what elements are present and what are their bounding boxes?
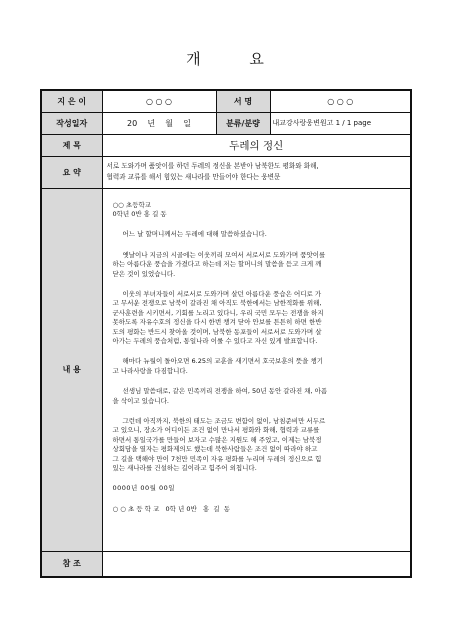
content-label: 내 용	[41, 188, 102, 551]
subject-label: 제 목	[41, 134, 102, 156]
subject-value: 두레의 정신	[102, 134, 411, 156]
date-label: 작성일자	[41, 112, 102, 134]
paragraph-line: 옛날이나 지금의 시골에는 이웃끼리 모여서 서로서로 도와가며 품앗이를	[122, 250, 326, 259]
header-row-2	[41, 112, 411, 134]
author-label: 지 은 이	[41, 90, 102, 112]
student-line: 0학년 0반 홍 길 동	[112, 209, 167, 218]
header-row-1	[41, 90, 411, 112]
summary-form-table	[40, 89, 412, 578]
category-label: 분류/분량	[216, 112, 270, 134]
reference-row	[41, 551, 411, 577]
summary-row	[41, 156, 411, 188]
subject-row	[41, 134, 411, 156]
paragraph-line: 도의 평화는 반드시 찾아올 것이며, 남북한 동포들이 서로서로 도와가며 살	[112, 327, 322, 336]
paragraph-line: 이웃의 부녀자들이 서로서로 도와가며 살던 아름다운 풍습은 어디로 가	[122, 289, 322, 298]
writer-label: 서 명	[216, 90, 270, 112]
paragraph-line: 군사훈련을 시키면서, 기회를 노리고 있다니, 우리 국민 모두는 전쟁을 하지	[112, 308, 324, 317]
date-value: 20 년 월 일	[102, 112, 216, 134]
summary-text	[102, 156, 411, 188]
paragraph-line: 그런데 아직까지, 북한의 태도는 조금도 변함이 없이, 남침준비만 서두르	[122, 417, 326, 425]
page-title: 개 요	[186, 50, 286, 68]
category-value: 내교강사랑웅변원고 1 / 1 page	[270, 112, 411, 134]
paragraph-line: 그 길을 택해야 만이 7천만 민족이 자유 평화를 누리며 두레의 정신으로 힘	[112, 454, 322, 463]
paragraph-line: 상회담을 열자는 평화제의도 했는데 북한사람들은 조건 없이 따라야 하고	[112, 445, 318, 454]
signature-line: ○ ○ 초 등 학 교 0학 년 0반 홍 길 동	[112, 504, 231, 513]
paragraph-line: 못하도록 자유수호의 정신을 다시 한번 챙겨 닫아 안보를 튼튼히 하면 한반	[112, 318, 322, 327]
content-body	[102, 188, 411, 551]
paragraph-line: 해마다 뉴월이 돌아오면 6.25의 교훈을 새기면서 호국보훈의 뜻을 챙기	[122, 357, 324, 366]
paragraph-line: 고 무서운 전쟁으로 남북이 갈라진 채 아직도 북한에서는 남한적화를 위해,	[112, 299, 322, 308]
paragraph-line: 고 나라사랑을 다짐합니다.	[112, 366, 188, 375]
document-date: 0000년 00월 00일	[112, 484, 176, 493]
summary-line: 서로 도와가며 품앗이를 하던 두레의 정신을 본받아 남북한도 평화와 화해,	[106, 162, 319, 170]
summary-line: 협력과 교류를 해서 힘있는 새나라를 만들어야 한다는 웅변문	[106, 173, 281, 181]
paragraph-line: 어느 날 할머니께서는 두레에 대해 말씀하셨습니다.	[122, 230, 267, 239]
school-line: ○○ 초등학교	[112, 200, 152, 209]
paragraph-line: 있는 새나라를 건설하는 길이라고 힘주어 외칩니다.	[112, 464, 257, 473]
author-value: ○ ○ ○	[102, 90, 216, 112]
content-row	[41, 188, 411, 551]
paragraph-line: 닫은 것이 있었습니다.	[112, 269, 176, 278]
paragraph-line: 아가는 두레의 풍습처럼, 통일나라 이룰 수 있다고 자신 있게 발표합니다.	[112, 336, 318, 345]
paragraph-line: 선생님 말씀대로, 같은 민족끼리 전쟁을 하여, 50년 동안 갈라진 채, 아픔	[122, 387, 328, 396]
paragraph-line: 하면서 통일국가를 만들어 보자고 수많은 지원도 해 주었고, 이제는 남북정	[112, 435, 322, 444]
writer-value: ○ ○ ○	[270, 90, 411, 112]
paragraph-line: 하는 아름다운 풍습을 가겼다고 하는데 저는 할머니의 말씀을 듣고 크게 깨	[112, 260, 322, 269]
summary-label: 요 약	[41, 156, 102, 188]
reference-value	[102, 551, 411, 577]
paragraph-line: 을 삭이고 있습니다.	[112, 396, 169, 405]
reference-label: 참 조	[41, 551, 102, 577]
paragraph-line: 고 있으니, 장소가 어디이든 조건 없이 만나서 평화와 화해, 협력과 교류를	[112, 426, 320, 435]
